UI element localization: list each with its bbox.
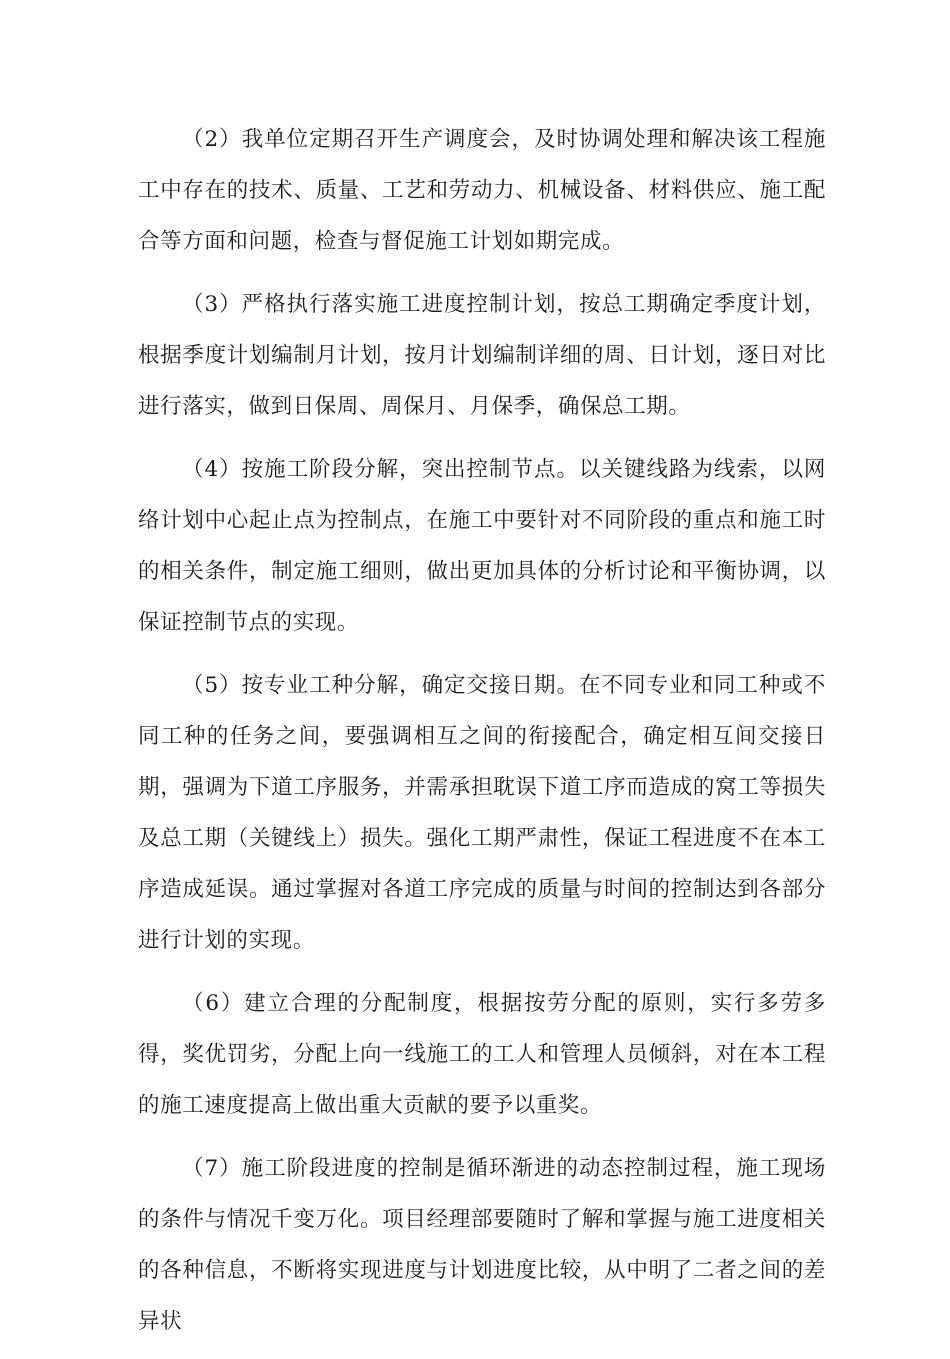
paragraph-item-3: （3）严格执行落实施工进度控制计划，按总工期确定季度计划，根据季度计划编制月计划，按月计划编制详细的周、日计划，逐日对比进行落实，做到日保周、周保月、月保季，确保总工期。 [138, 292, 826, 419]
paragraph-item-2: （2）我单位定期召开生产调度会，及时协调处理和解决该工程施工中存在的技术、质量、工艺和劳动力、机械设备、材料供应、施工配合等方面和问题，检查与督促施工计划如期完成。 [138, 127, 826, 254]
paragraph-item-5: （5）按专业工种分解，确定交接日期。在不同专业和同工种或不同工种的任务之间，要强调相互之间的衔接配合，确定相互间交接日期，强调为下道工序服务，并需承担耽误下道工序而造成的窝工等损失及总工期（关键线上）损失。强化工期严肃性，保证工程进度不在本工序造成延误。通过掌握对各道工序完成的质量与时间的控制达到各部分进行计划的实现。 [138, 673, 826, 953]
paragraph-item-6: （6）建立合理的分配制度，根据按劳分配的原则，实行多劳多得，奖优罚劣，分配上向一线施工的工人和管理人员倾斜，对在本工程的施工速度提高上做出重大贡献的要予以重奖。 [138, 991, 826, 1118]
paragraph-item-7: （7）施工阶段进度的控制是循环渐进的动态控制过程，施工现场的条件与情况千变万化。项目经理部要随时了解和掌握与施工进度相关的各种信息，不断将实现进度与计划进度比较，从中明了二者之间的差异状 [138, 1156, 826, 1334]
document-body [138, 114, 826, 1359]
paragraph-item-4: （4）按施工阶段分解，突出控制节点。以关键线路为线索，以网络计划中心起止点为控制点，在施工中要针对不同阶段的重点和施工时的相关条件，制定施工细则，做出更加具体的分析讨论和平衡协调，以保证控制节点的实现。 [138, 457, 826, 635]
